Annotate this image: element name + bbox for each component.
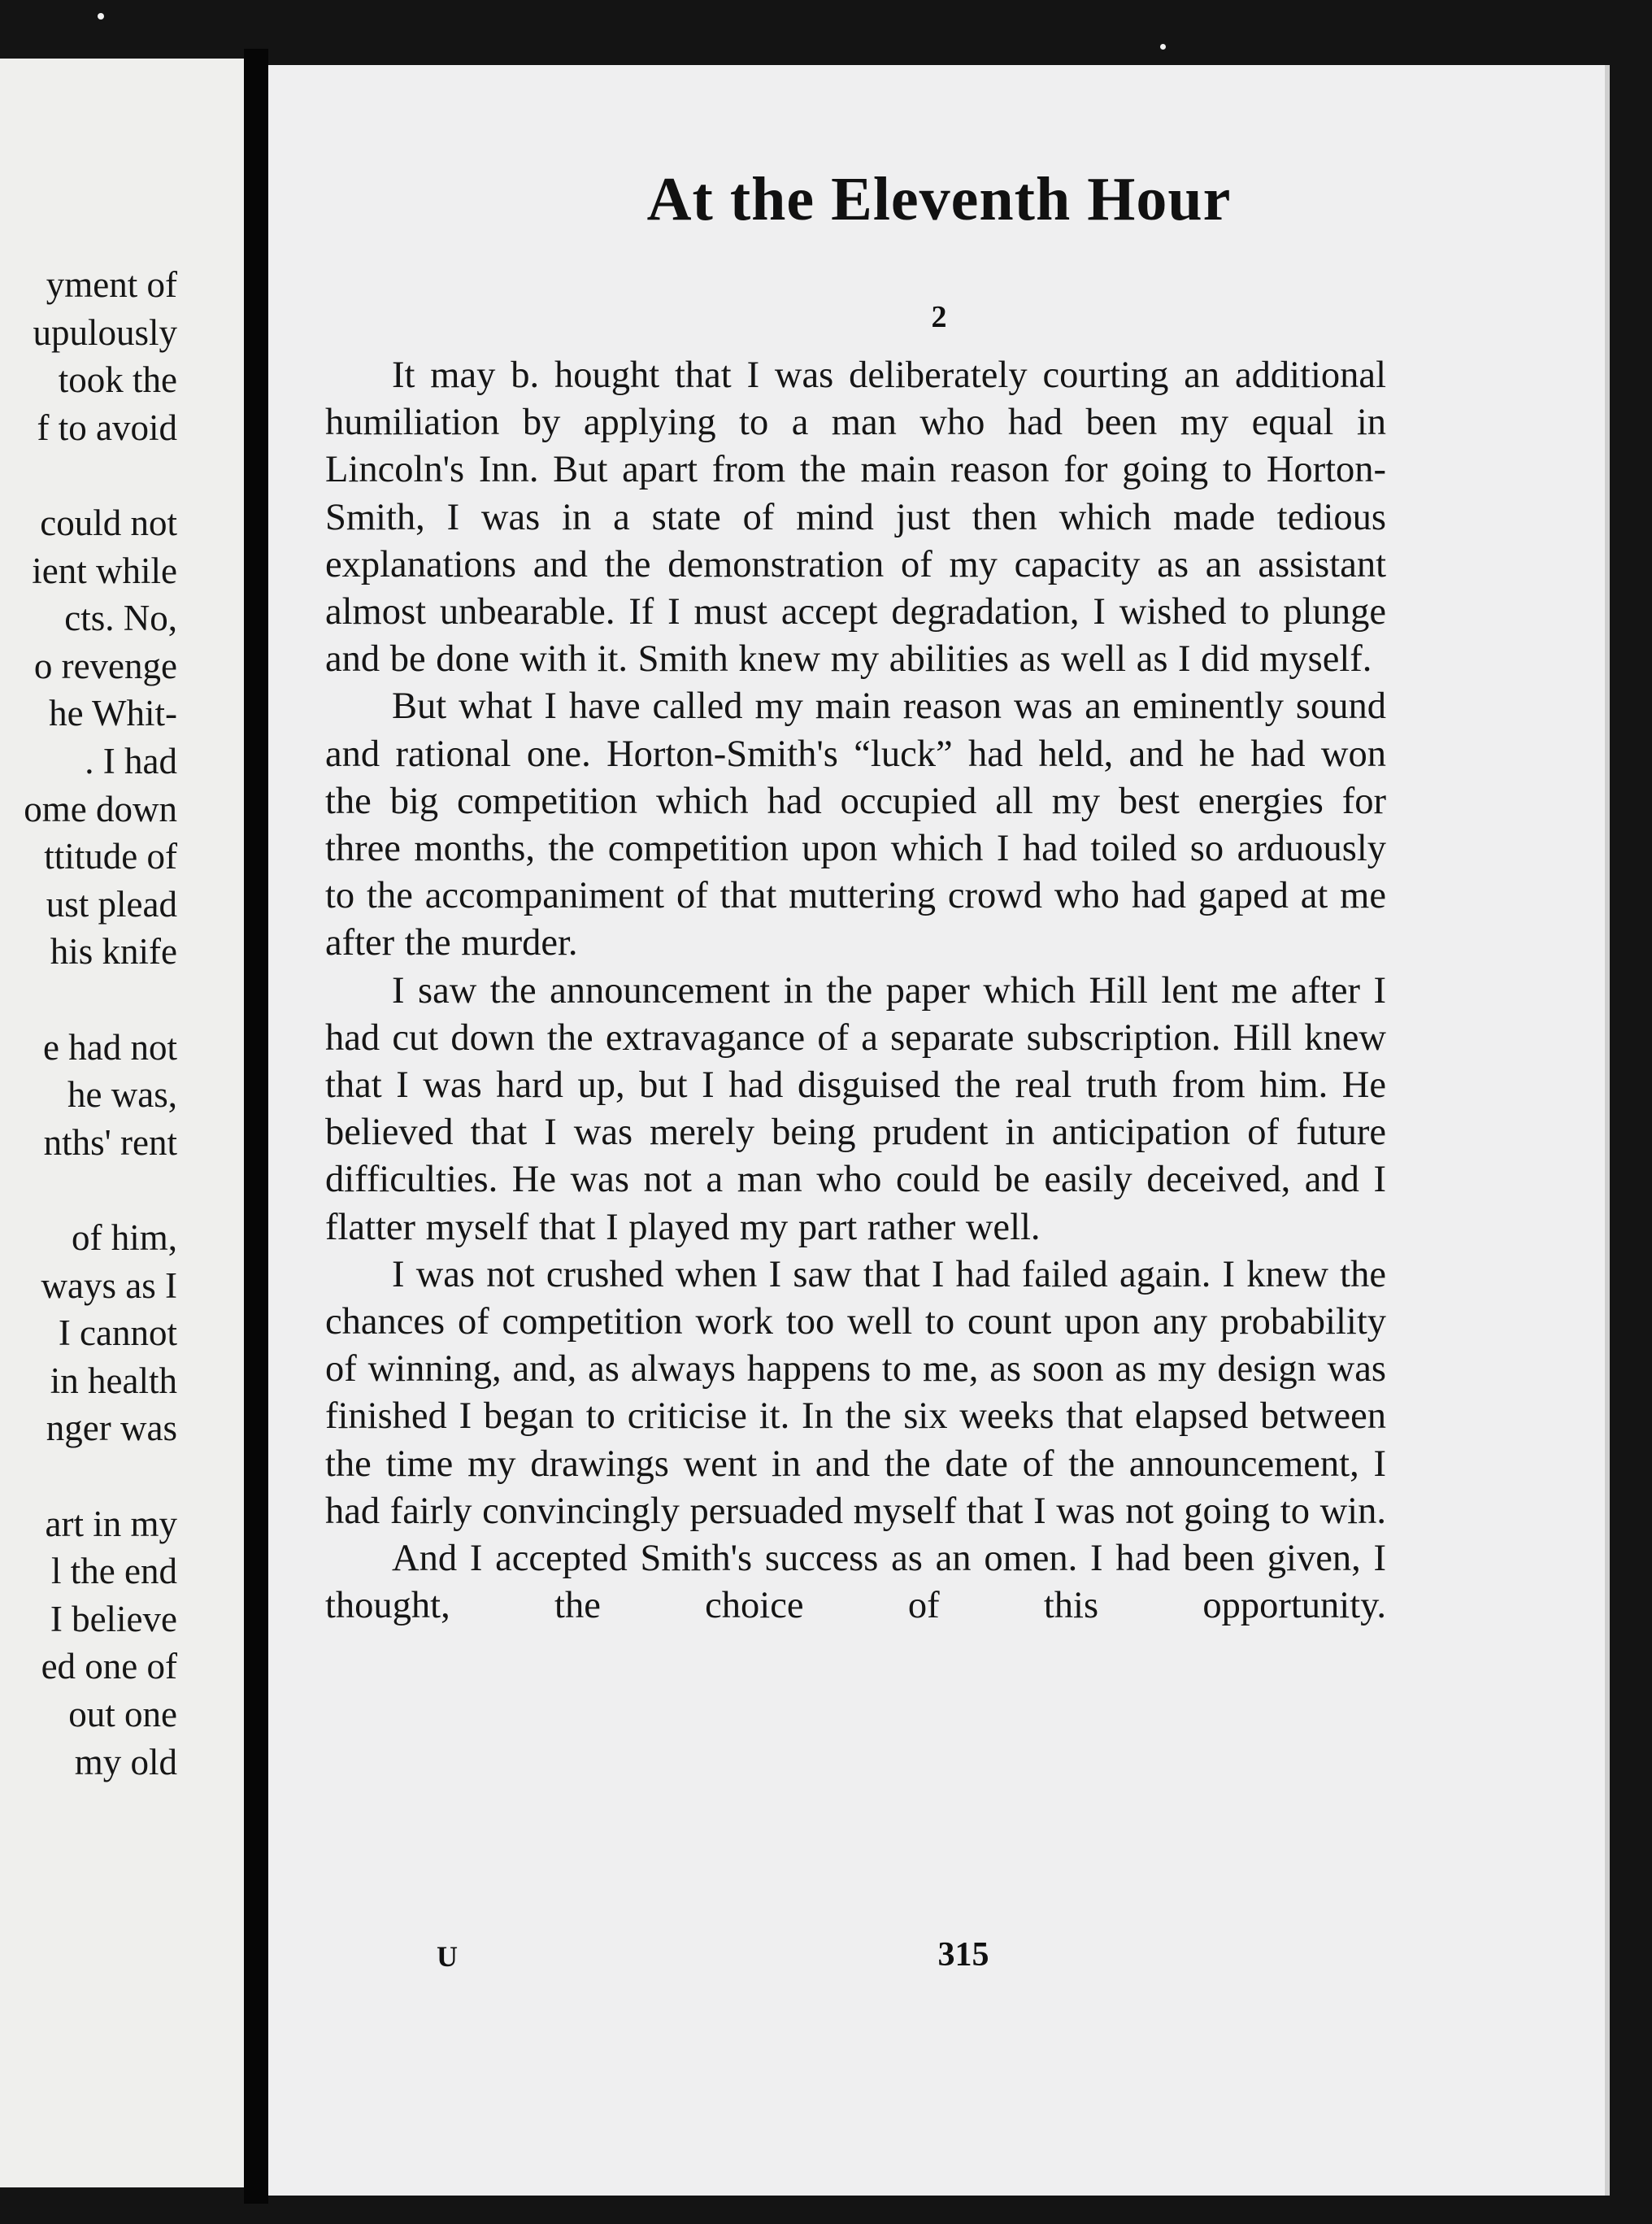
left-page-line: took the xyxy=(58,359,177,401)
left-page-line: could not xyxy=(40,503,177,543)
left-page-line: ust plead xyxy=(46,883,177,925)
paragraph-1: It may b. hought that I was deliberately courting an additional humiliation by applying to a man who had been my equal in Lincoln's Inn. But apart from the main reason for going to Horton-Smith, I was in a state of mind just then which made tedious explanations and the demonstration of my capacity as an assistant almost unbearable. If I must accept degradation, I wished to plunge and be done with it. Smith knew my abilities as well as I did myself. xyxy=(325,355,1386,681)
left-page-line: ient while xyxy=(32,550,177,591)
left-page-line: my old xyxy=(74,1741,177,1782)
dust-speck xyxy=(98,13,104,20)
chapter-title: At the Eleventh Hour xyxy=(646,165,1232,233)
left-page-line: l the end xyxy=(51,1551,177,1592)
body-text xyxy=(325,352,1386,1630)
left-page-line: ed one of xyxy=(41,1646,177,1687)
left-page-line: he Whit- xyxy=(49,693,177,734)
left-page-line: of him, xyxy=(72,1217,177,1258)
left-page-line: art in my xyxy=(45,1503,177,1544)
left-page xyxy=(0,59,246,2187)
left-page-line: ways as I xyxy=(41,1264,177,1306)
right-page xyxy=(268,65,1610,2196)
left-page-line: yment of xyxy=(46,264,177,305)
left-page-line: out one xyxy=(68,1694,177,1734)
paragraph-3: I saw the announcement in the paper which Hill lent me after I had cut down the extravagance of a separate subscription. Hill knew that I was hard up, but I had disguised the real truth from him. He believed that I was merely being prudent in anticipation of future difficulties. He was not a man who could be easily deceived, and I flatter myself that I played my part rather well. xyxy=(325,969,1386,1248)
section-number: 2 xyxy=(931,300,947,334)
left-page-line: f to avoid xyxy=(37,407,177,448)
paragraph-4: I was not crushed when I saw that I had failed again. I knew the chances of competition work too well to count upon any probability of winning, and, as always happens to me, as soon as my design was finished I began to criticise it. In the six weeks that elapsed between the time my drawings went in and the date of the announcement, I had fairly convincingly persuaded myself that I was not going to win. xyxy=(325,1253,1386,1532)
left-page-line: . I had xyxy=(85,741,177,781)
left-page-line: nths' rent xyxy=(43,1121,177,1163)
left-page-line: his knife xyxy=(50,931,177,973)
left-page-line: nger was xyxy=(46,1408,177,1449)
left-page-line: I cannot xyxy=(58,1312,177,1354)
left-page-line: in health xyxy=(50,1360,177,1401)
paragraph-5: And I accepted Smith's success as an omen. I had been given, I thought, the choice of this opportunity. xyxy=(325,1538,1386,1627)
left-page-line: I believe xyxy=(50,1598,177,1639)
signature-mark: U xyxy=(437,1940,458,1973)
left-page-line: upulously xyxy=(33,311,177,353)
left-page-line: he was, xyxy=(67,1074,177,1116)
book-gutter xyxy=(244,49,268,2204)
left-page-line: e had not xyxy=(43,1026,177,1068)
left-page-line: cts. No, xyxy=(64,598,177,639)
dust-speck xyxy=(1160,44,1166,50)
left-page-line: o revenge xyxy=(33,645,177,686)
paragraph-2: But what I have called my main reason was an eminently sound and rational one. Horton-Smith's “luck” had held, and he had won the big competition which had occupied all my best energies for three months, the competition upon which I had toiled so arduously to the accompaniment of that muttering crowd who had gaped at me after the murder. xyxy=(325,685,1386,964)
left-page-line: ttitude of xyxy=(44,836,177,877)
page-number: 315 xyxy=(937,1936,989,1974)
left-page-line: ome down xyxy=(24,788,177,829)
